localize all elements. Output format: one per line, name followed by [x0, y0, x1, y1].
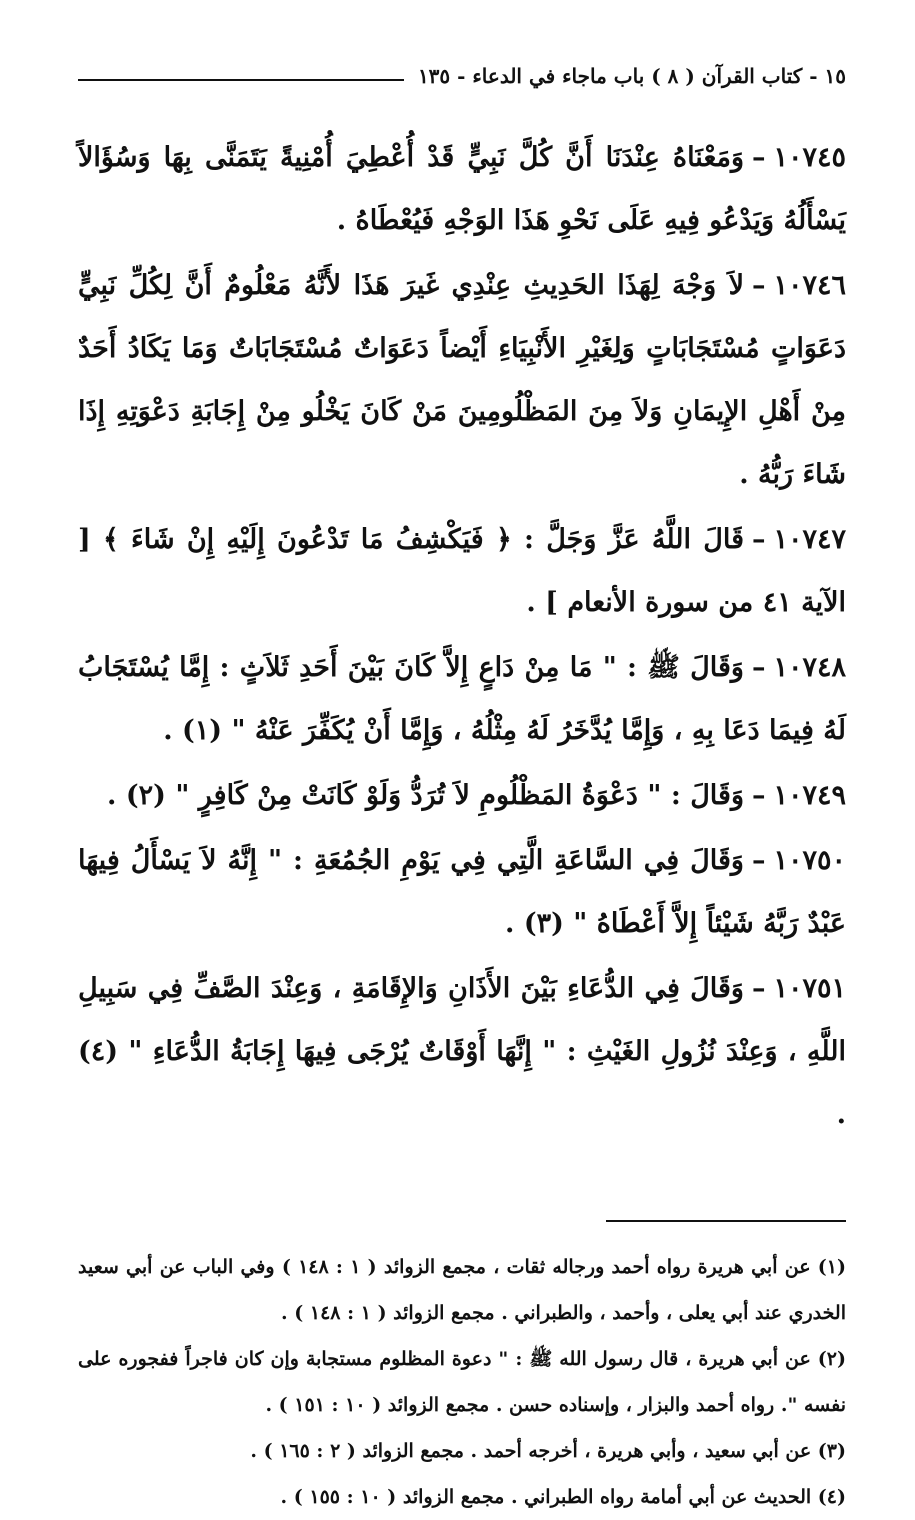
- paragraph-number: ١٠٧٤٨: [773, 652, 846, 683]
- paragraph-10748: [78, 636, 846, 762]
- dash-separator: –: [751, 652, 766, 683]
- paragraph-text: قَالَ اللَّهُ عَزَّ وَجَلَّ : ﴿ فَيَكْشِفُ مَا تَدْعُونَ إِلَيْهِ إِنْ شَاءَ ﴾ [ الآية ٤١ من سورة الأنعام ] .: [78, 524, 846, 618]
- main-text: [78, 126, 846, 1146]
- paragraph-10750: [78, 829, 846, 955]
- paragraph-text: وَقَالَ فِي السَّاعَةِ الَّتِي فِي يَوْمِ الجُمُعَةِ : " إِنَّهُ لاَ يَسْأَلُ فِيهَا عَبْدٌ رَبَّهُ شَيْئاً إِلاَّ أَعْطَاهُ " (٣) .: [78, 845, 846, 939]
- paragraph-10749: [78, 764, 846, 827]
- paragraph-number: ١٠٧٤٩: [773, 780, 846, 811]
- header-rule: [78, 79, 404, 81]
- paragraph-10751: [78, 957, 846, 1146]
- running-header: [78, 56, 846, 96]
- paragraph-number: ١٠٧٥١: [773, 973, 846, 1004]
- paragraph-text: وَقَالَ : " دَعْوَةُ المَظْلُومِ لاَ تُرَدُّ وَلَوْ كَانَتْ مِنْ كَافِرٍ " (٢) .: [107, 780, 744, 811]
- paragraph-10745: [78, 126, 846, 252]
- paragraph-text: وَقَالَ ﷺ : " مَا مِنْ دَاعٍ إِلاَّ كَانَ بَيْنَ أَحَدِ ثَلاَثٍ : إِمَّا يُسْتَجَابُ لَهُ فِيمَا دَعَا بِهِ ، وَإِمَّا يُدَّخَرُ لَهُ مِثْلُهُ ، وَإِمَّا أَنْ يُكَفِّرَ عَنْهُ " (١) .: [78, 652, 846, 746]
- dash-separator: –: [751, 270, 766, 301]
- footnote-2: (٢) عن أبي هريرة ، قال رسول الله ﷺ : " دعوة المظلوم مستجابة وإن كان فاجراً ففجوره على نفسه ". رواه أحمد والبزار ، وإسناده حسن . مجمع الزوائد ( ١٠ : ١٥١ ) .: [78, 1348, 846, 1416]
- paragraph-number: ١٠٧٥٠: [773, 845, 846, 876]
- paragraph-text: وَمَعْنَاهُ عِنْدَنَا أَنَّ كُلَّ نَبِيٍّ قَدْ أُعْطِيَ أُمْنِيةً يَتَمَنَّى بِهَا وَسُؤَالاً يَسْأَلُهُ وَيَدْعُو فِيهِ عَلَى نَحْوِ هَذَا الوَجْهِ فَيُعْطَاهُ .: [78, 142, 846, 236]
- paragraph-text: لاَ وَجْهَ لِهَذَا الحَدِيثِ عِنْدِي غَيرَ هَذَا لأَنَّهُ مَعْلُومٌ أَنَّ لِكُلِّ نَبِيٍّ دَعَوَاتٍ مُسْتَجَابَاتٍ وَلِغَيْرِ الأَنْبِيَاءِ أَيْضاً دَعَوَاتٌ مُسْتَجَابَاتٌ وَمَا يَكَادُ أَحَدٌ مِنْ أَهْلِ الإِيمَانِ وَلاَ مِنَ المَظْلُومِينَ مَنْ كَانَ يَخْلُو مِنْ إِجَابَةِ دَعْوَتِهِ إِذَا شَاءَ رَبُّهُ .: [78, 270, 846, 490]
- footnote-3: (٣) عن أبي سعيد ، وأبي هريرة ، أخرجه أحمد . مجمع الزوائد ( ٢ : ١٦٥ ) .: [250, 1440, 846, 1462]
- header-title: ١٥ - كتاب القرآن ( ٨ ) باب ماجاء في الدعاء - ١٣٥: [417, 64, 846, 88]
- paragraph-number: ١٠٧٤٦: [773, 270, 846, 301]
- footnote-separator: [606, 1220, 846, 1222]
- footnotes: [78, 1244, 846, 1520]
- dash-separator: –: [751, 142, 766, 173]
- dash-separator: –: [751, 973, 766, 1004]
- paragraph-10746: [78, 254, 846, 506]
- dash-separator: –: [751, 524, 766, 555]
- footnote-4: (٤) الحديث عن أبي أمامة رواه الطبراني . مجمع الزوائد ( ١٠ : ١٥٥ ) .: [280, 1486, 846, 1508]
- book-page: [78, 56, 846, 1520]
- paragraph-10747: [78, 508, 846, 634]
- dash-separator: –: [751, 780, 766, 811]
- paragraph-number: ١٠٧٤٥: [773, 142, 846, 173]
- paragraph-text: وَقَالَ فِي الدُّعَاءِ بَيْنَ الأَذَانِ وَالإِقَامَةِ ، وَعِنْدَ الصَّفِّ فِي سَبِيلِ اللَّهِ ، وَعِنْدَ نُزُولِ الغَيْثِ : " إِنَّهَا أَوْقَاتٌ يُرْجَى فِيهَا إِجَابَةُ الدُّعَاءِ " (٤) .: [78, 973, 846, 1130]
- paragraph-number: ١٠٧٤٧: [773, 524, 846, 555]
- dash-separator: –: [751, 845, 766, 876]
- footnote-1: (١) عن أبي هريرة رواه أحمد ورجاله ثقات ، مجمع الزوائد ( ١ : ١٤٨ ) وفي الباب عن أبي سعيد الخدري عند أبي يعلى ، وأحمد ، والطبراني . مجمع الزوائد ( ١ : ١٤٨ ) .: [78, 1256, 846, 1324]
